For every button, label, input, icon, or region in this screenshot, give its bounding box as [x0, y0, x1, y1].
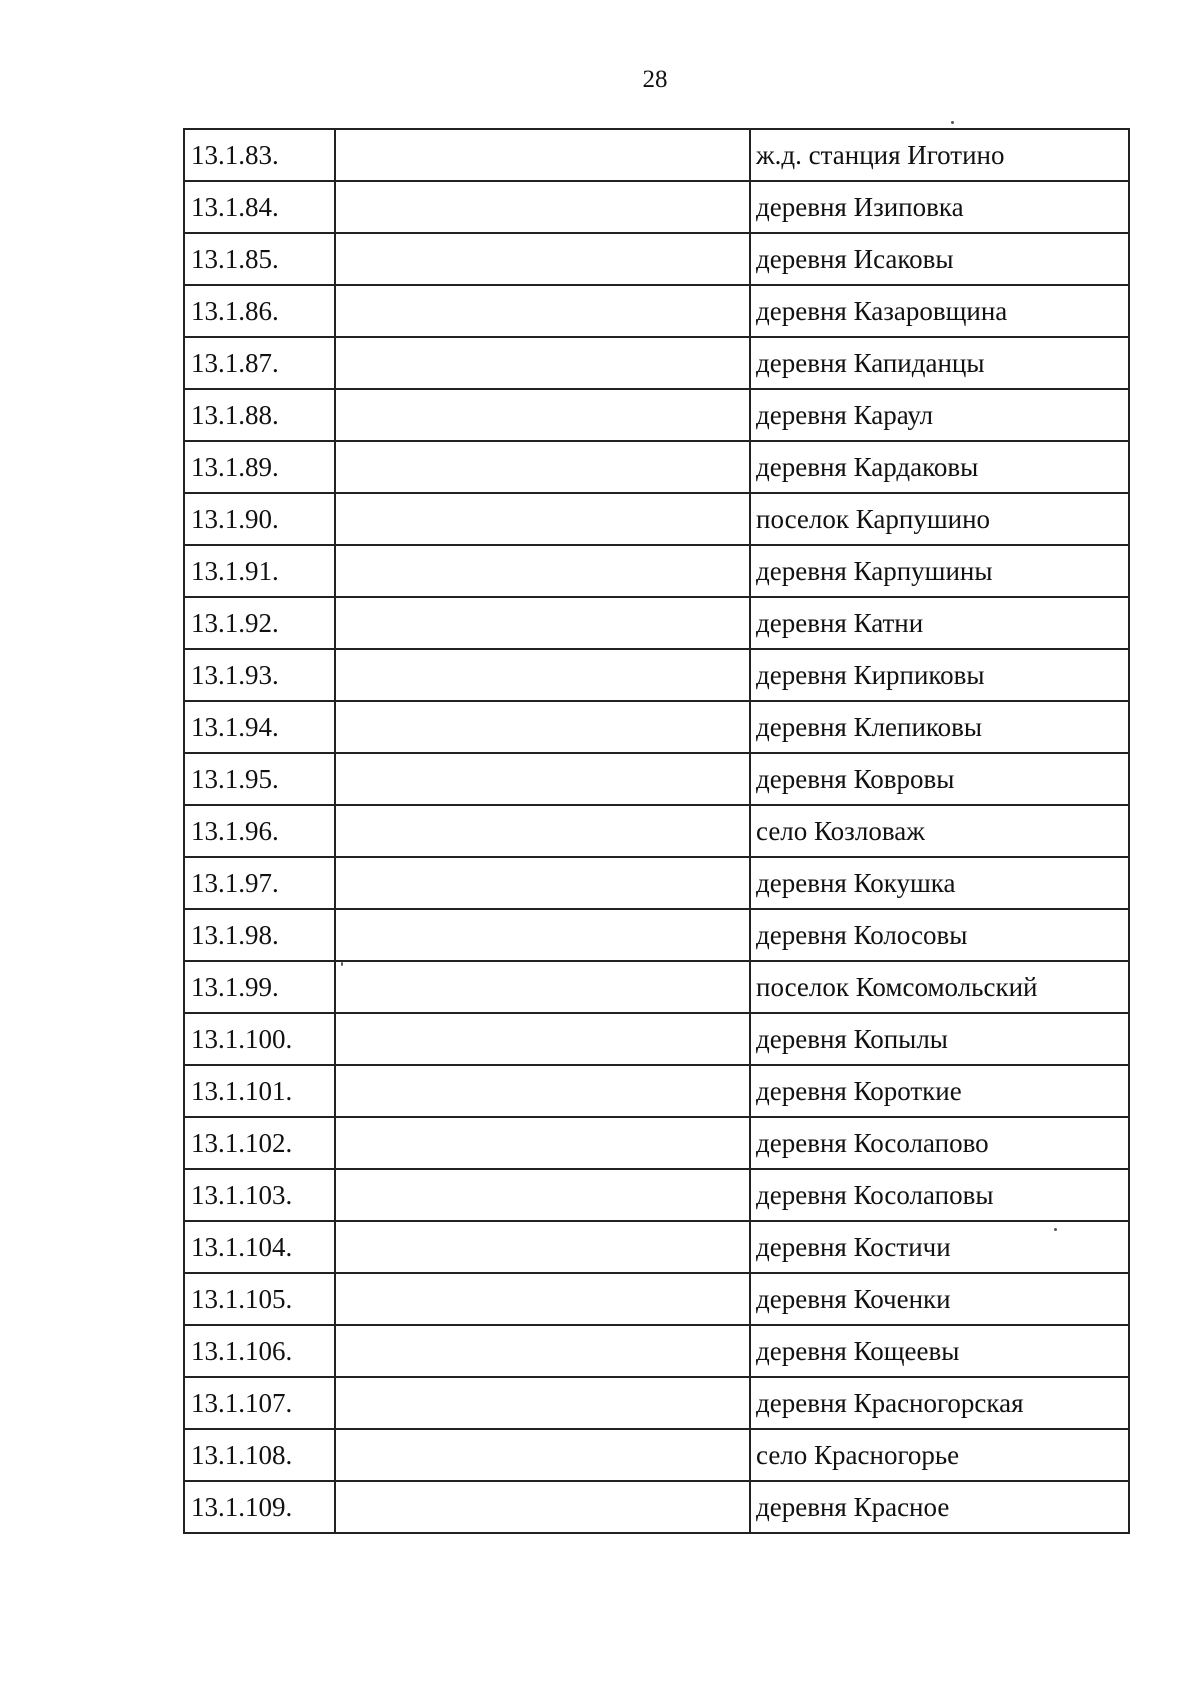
- empty-cell: [335, 1273, 750, 1325]
- row-number-cell: 13.1.106.: [184, 1325, 335, 1377]
- empty-cell: [335, 389, 750, 441]
- row-number-cell: 13.1.83.: [184, 129, 335, 181]
- table-row: [184, 909, 1129, 961]
- scan-speck: [341, 962, 343, 966]
- empty-cell: [335, 285, 750, 337]
- table-row: [184, 1273, 1129, 1325]
- table-row: [184, 233, 1129, 285]
- empty-cell: [335, 1169, 750, 1221]
- table-row: [184, 805, 1129, 857]
- settlement-name-cell: деревня Исаковы: [750, 233, 1129, 285]
- empty-cell: [335, 1117, 750, 1169]
- empty-cell: [335, 1325, 750, 1377]
- row-number-cell: 13.1.95.: [184, 753, 335, 805]
- table-row: [184, 181, 1129, 233]
- empty-cell: [335, 233, 750, 285]
- settlement-name-cell: деревня Копылы: [750, 1013, 1129, 1065]
- settlement-name-cell: деревня Косолаповы: [750, 1169, 1129, 1221]
- row-number-cell: 13.1.91.: [184, 545, 335, 597]
- empty-cell: [335, 1481, 750, 1533]
- scan-speck: [1054, 1228, 1057, 1231]
- row-number-cell: 13.1.97.: [184, 857, 335, 909]
- row-number-cell: 13.1.88.: [184, 389, 335, 441]
- table-row: [184, 1377, 1129, 1429]
- settlement-name-cell: деревня Красногорская: [750, 1377, 1129, 1429]
- row-number-cell: 13.1.98.: [184, 909, 335, 961]
- empty-cell: [335, 701, 750, 753]
- table-row: [184, 597, 1129, 649]
- settlement-name-cell: деревня Кощеевы: [750, 1325, 1129, 1377]
- settlement-name-cell: поселок Комсомольский: [750, 961, 1129, 1013]
- table-row: [184, 1169, 1129, 1221]
- empty-cell: [335, 181, 750, 233]
- empty-cell: [335, 441, 750, 493]
- empty-cell: [335, 1429, 750, 1481]
- empty-cell: [335, 753, 750, 805]
- settlement-name-cell: деревня Костичи: [750, 1221, 1129, 1273]
- empty-cell: [335, 649, 750, 701]
- empty-cell: [335, 857, 750, 909]
- table-row: [184, 285, 1129, 337]
- empty-cell: [335, 1377, 750, 1429]
- row-number-cell: 13.1.101.: [184, 1065, 335, 1117]
- settlement-name-cell: село Красногорье: [750, 1429, 1129, 1481]
- settlement-name-cell: деревня Караул: [750, 389, 1129, 441]
- row-number-cell: 13.1.90.: [184, 493, 335, 545]
- row-number-cell: 13.1.93.: [184, 649, 335, 701]
- settlement-name-cell: деревня Карпушины: [750, 545, 1129, 597]
- row-number-cell: 13.1.104.: [184, 1221, 335, 1273]
- row-number-cell: 13.1.92.: [184, 597, 335, 649]
- empty-cell: [335, 1013, 750, 1065]
- settlement-name-cell: деревня Клепиковы: [750, 701, 1129, 753]
- table-row: [184, 649, 1129, 701]
- table-row: [184, 1325, 1129, 1377]
- row-number-cell: 13.1.84.: [184, 181, 335, 233]
- table-row: [184, 1221, 1129, 1273]
- settlement-name-cell: ж.д. станция Иготино: [750, 129, 1129, 181]
- row-number-cell: 13.1.86.: [184, 285, 335, 337]
- row-number-cell: 13.1.99.: [184, 961, 335, 1013]
- table-row: [184, 493, 1129, 545]
- row-number-cell: 13.1.85.: [184, 233, 335, 285]
- row-number-cell: 13.1.107.: [184, 1377, 335, 1429]
- table-row: [184, 1481, 1129, 1533]
- table-row: [184, 961, 1129, 1013]
- table-row: [184, 1117, 1129, 1169]
- table-row: [184, 337, 1129, 389]
- row-number-cell: 13.1.103.: [184, 1169, 335, 1221]
- table-row: [184, 1429, 1129, 1481]
- settlement-name-cell: деревня Ковровы: [750, 753, 1129, 805]
- settlement-name-cell: деревня Короткие: [750, 1065, 1129, 1117]
- empty-cell: [335, 961, 750, 1013]
- table-row: [184, 441, 1129, 493]
- table-row: [184, 545, 1129, 597]
- empty-cell: [335, 1065, 750, 1117]
- settlement-name-cell: деревня Кокушка: [750, 857, 1129, 909]
- row-number-cell: 13.1.102.: [184, 1117, 335, 1169]
- table-row: [184, 701, 1129, 753]
- settlement-name-cell: деревня Кардаковы: [750, 441, 1129, 493]
- empty-cell: [335, 909, 750, 961]
- settlement-name-cell: деревня Колосовы: [750, 909, 1129, 961]
- empty-cell: [335, 129, 750, 181]
- row-number-cell: 13.1.109.: [184, 1481, 335, 1533]
- empty-cell: [335, 493, 750, 545]
- settlement-name-cell: деревня Изиповка: [750, 181, 1129, 233]
- row-number-cell: 13.1.87.: [184, 337, 335, 389]
- row-number-cell: 13.1.100.: [184, 1013, 335, 1065]
- settlement-name-cell: деревня Капиданцы: [750, 337, 1129, 389]
- empty-cell: [335, 597, 750, 649]
- table-row: [184, 1013, 1129, 1065]
- empty-cell: [335, 805, 750, 857]
- row-number-cell: 13.1.89.: [184, 441, 335, 493]
- page-number: 28: [642, 66, 668, 93]
- settlement-name-cell: деревня Косолапово: [750, 1117, 1129, 1169]
- row-number-cell: 13.1.105.: [184, 1273, 335, 1325]
- settlement-name-cell: деревня Коченки: [750, 1273, 1129, 1325]
- table-row: [184, 857, 1129, 909]
- settlement-name-cell: деревня Казаровщина: [750, 285, 1129, 337]
- settlement-name-cell: деревня Красное: [750, 1481, 1129, 1533]
- row-number-cell: 13.1.96.: [184, 805, 335, 857]
- table-body: [184, 129, 1129, 1533]
- scan-speck: [951, 121, 954, 124]
- settlement-name-cell: деревня Катни: [750, 597, 1129, 649]
- table-row: [184, 129, 1129, 181]
- table-row: [184, 753, 1129, 805]
- row-number-cell: 13.1.94.: [184, 701, 335, 753]
- row-number-cell: 13.1.108.: [184, 1429, 335, 1481]
- table-row: [184, 389, 1129, 441]
- table-row: [184, 1065, 1129, 1117]
- empty-cell: [335, 337, 750, 389]
- empty-cell: [335, 1221, 750, 1273]
- settlement-name-cell: поселок Карпушино: [750, 493, 1129, 545]
- settlement-name-cell: деревня Кирпиковы: [750, 649, 1129, 701]
- settlement-name-cell: село Козловаж: [750, 805, 1129, 857]
- settlement-table: [183, 128, 1130, 1534]
- empty-cell: [335, 545, 750, 597]
